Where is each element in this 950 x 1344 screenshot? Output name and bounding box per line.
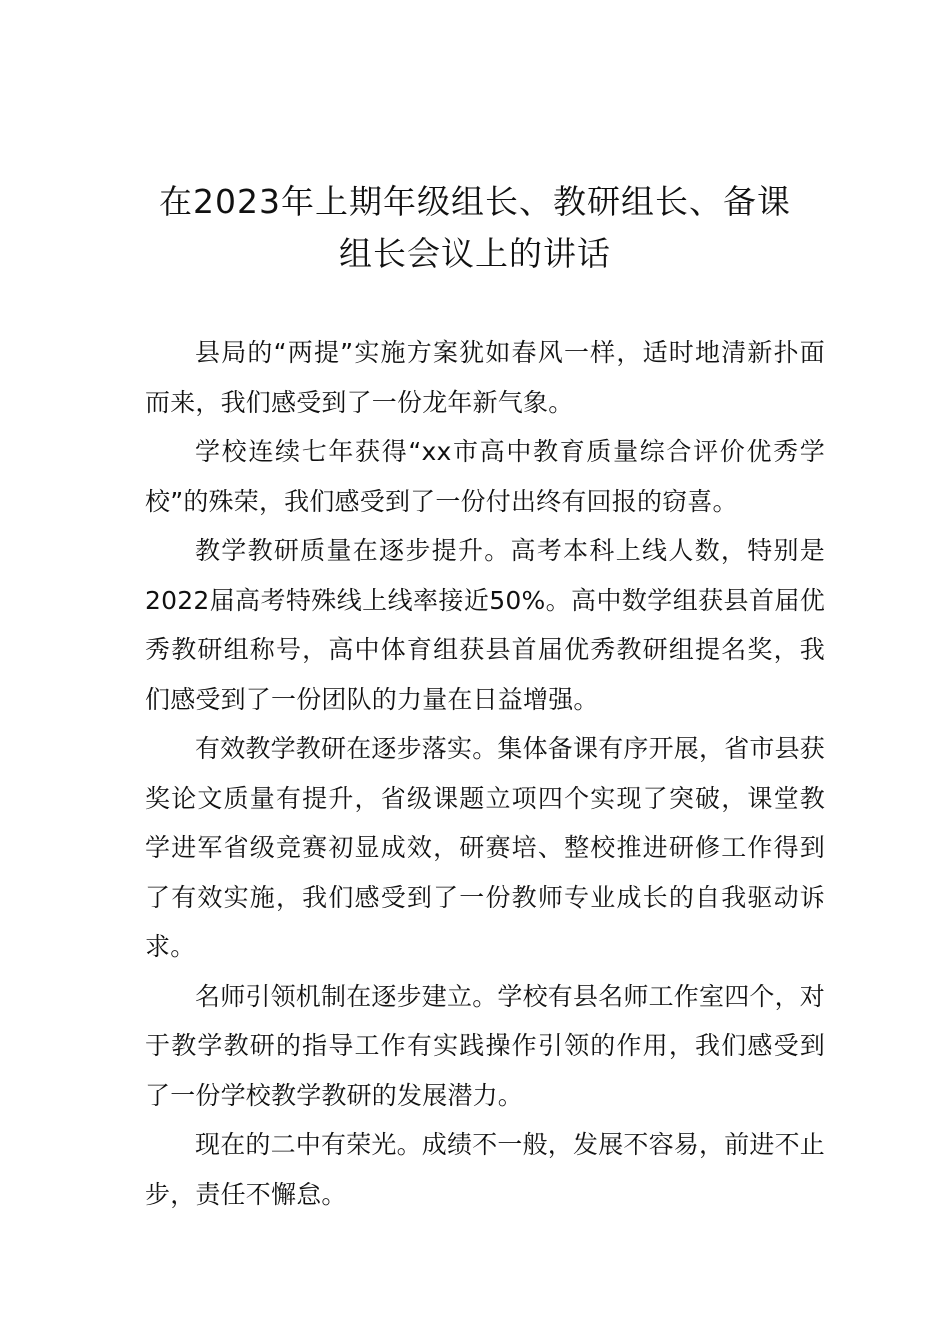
document-body — [145, 328, 825, 1219]
paragraph-1: 县局的“两提”实施方案犹如春风一样，适时地清新扑面而来，我们感受到了一份龙年新气象。 — [145, 338, 825, 417]
paragraph-4: 有效教学教研在逐步落实。集体备课有序开展，省市县获奖论文质量有提升，省级课题立项四个实现了突破，课堂教学进军省级竞赛初显成效，研赛培、整校推进研修工作得到了有效实施，我们感受到了一份教师专业成长的自我驱动诉求。 — [145, 734, 826, 961]
paragraph-3: 教学教研质量在逐步提升。高考本科上线人数，特别是2022届高考特殊线上线率接近50%。高中数学组获县首届优秀教研组称号，高中体育组获县首届优秀教研组提名奖，我们感受到了一份团队的力量在日益增强。 — [145, 536, 825, 714]
paragraph-5: 名师引领机制在逐步建立。学校有县名师工作室四个，对于教学教研的指导工作有实践操作引领的作用，我们感受到了一份学校教学教研的发展潜力。 — [145, 981, 826, 1110]
title-line-1: 在2023年上期年级组长、教研组长、备课 — [159, 182, 791, 221]
paragraph-6: 现在的二中有荣光。成绩不一般，发展不容易，前进不止步，责任不懈怠。 — [145, 1130, 826, 1209]
document-title — [120, 176, 830, 280]
paragraph-2: 学校连续七年获得“xx市高中教育质量综合评价优秀学校”的殊荣，我们感受到了一份付出终有回报的窃喜。 — [145, 437, 825, 516]
title-line-2: 组长会议上的讲话 — [339, 234, 611, 273]
